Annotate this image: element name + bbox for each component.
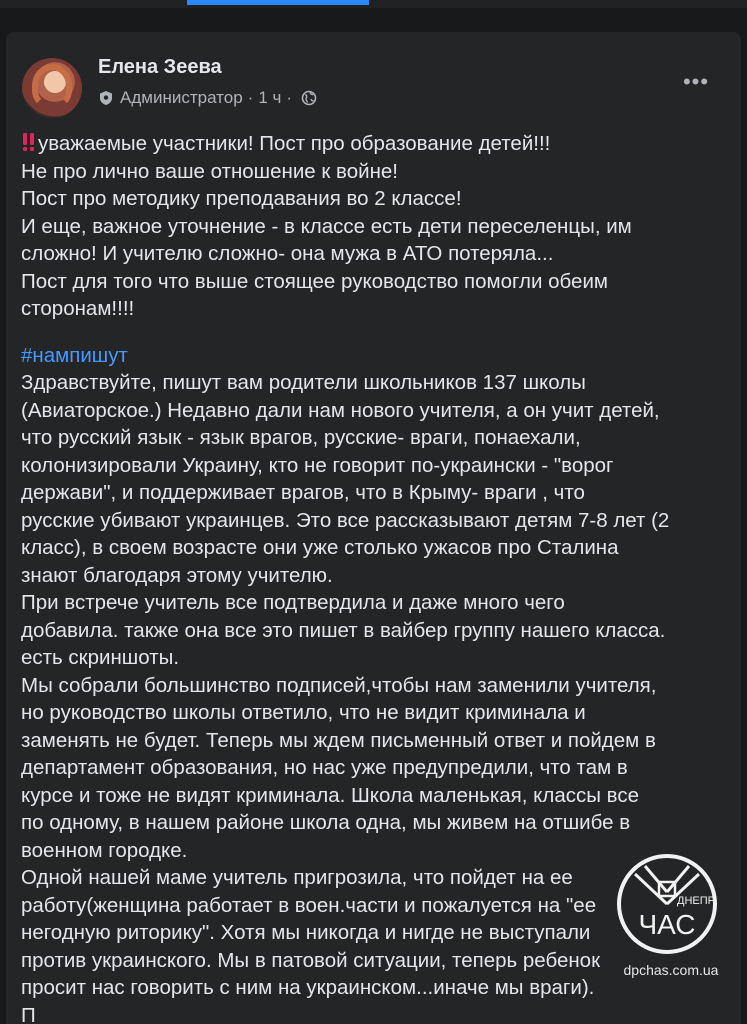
intro-line: И еще, важное уточнение - в классе есть дети переселенцы, им (21, 214, 632, 238)
author-avatar[interactable] (22, 58, 82, 118)
body-line: знают благодаря этому учителю. (21, 563, 333, 587)
avatar-hair-shape (32, 64, 72, 108)
intro-line: Пост про методику преподавания во 2 классе! (21, 187, 462, 210)
post-meta (98, 87, 317, 109)
post-text (21, 130, 733, 1024)
body-line: работу(женщина работает в воен.части и пожалуется на "ее (21, 893, 597, 917)
body-line: но руководство школы ответило, что не видит криминала и (21, 701, 586, 724)
author-name[interactable]: Елена Зеева (98, 56, 222, 78)
body-line: негодную риторику". Хотя мы никогда и нигде не выступали (21, 921, 591, 944)
intro-line-text: уважаемые участники! Пост про образование детей!!! (38, 132, 551, 155)
author-role: Администратор (120, 88, 243, 107)
body-line: что русский язык - язык врагов, русские- враги, понаехали, (21, 426, 581, 449)
paragraph-gap (21, 323, 733, 342)
body-line: При встрече учитель все подтвердила и даже много чего (21, 591, 565, 614)
body-line: (Авиаторское.) Недавно дали нам нового учителя, а он учит детей, (21, 398, 660, 422)
body-line: курсе и тоже не видят криминала. Школа маленькая, классы все (21, 783, 639, 807)
more-options-button[interactable]: ••• (682, 69, 710, 94)
top-nav-strip (0, 0, 747, 8)
body-line: П (21, 1003, 36, 1024)
body-line: против украинского. Мы в патовой ситуации, теперь ребенок (21, 948, 601, 972)
intro-line: Пост для того что выше стоящее руководство помогли обеим (21, 269, 609, 293)
body-line: Одной нашей маме учитель пригрозила, что пойдет на ее (21, 866, 573, 889)
hashtag-link[interactable]: #нампишут (21, 343, 128, 367)
intro-line (21, 130, 733, 158)
body-line: класс), в своем возрасте они уже столько ужасов про Сталина (21, 536, 619, 559)
body-line: добавила. также она все это пишет в вайбер группу нашего класса. (21, 618, 666, 642)
post-card (6, 32, 741, 1024)
body-line: департамент образования, но нас уже предупредили, что там в (21, 756, 628, 779)
body-line: по одному, в нашем районе школа одна, мы живем на отшибе в (21, 811, 631, 834)
meta-separator: · (247, 88, 254, 107)
intro-line: Не про лично ваше отношение к войне! (21, 159, 398, 183)
meta-separator: · (286, 88, 293, 107)
body-line: русские убивают украинцев. Это все рассказывают детям 7-8 лет (2 (21, 508, 670, 532)
body-line: Здравствуйте, пишут вам родители школьников 137 школы (21, 371, 586, 394)
globe-icon[interactable] (301, 90, 317, 106)
body-line: Мы собрали большинство подписей,чтобы нам заменили учителя, (21, 673, 657, 697)
body-line: военном городке. (21, 838, 188, 862)
watermark-brand-main: ЧАС (638, 909, 696, 940)
body-line: просит нас говорить с ним на украинском...иначе мы враги). (21, 976, 595, 999)
intro-line: сложно! И учителю сложно- она мужа в АТО потеряла... (21, 242, 554, 265)
body-line: колонизировали Украину, кто не говорит по-украински - "ворог (21, 453, 614, 477)
active-tab-indicator[interactable] (187, 0, 369, 5)
admin-badge-icon (98, 90, 114, 106)
watermark-brand-top: ДНЕПР (677, 895, 715, 907)
post-time[interactable]: 1 ч (258, 88, 282, 107)
body-line: есть скриншоты. (21, 646, 180, 669)
double-exclamation-icon (21, 131, 37, 153)
body-line: держави", и поддерживает врагов, что в Крыму- враги , что (21, 481, 585, 504)
intro-line: сторонам!!!! (21, 297, 135, 320)
watermark-site: dpchas.com.ua (623, 962, 719, 978)
body-line: заменять не будет. Теперь мы ждем письменный ответ и пойдем в (21, 728, 656, 752)
